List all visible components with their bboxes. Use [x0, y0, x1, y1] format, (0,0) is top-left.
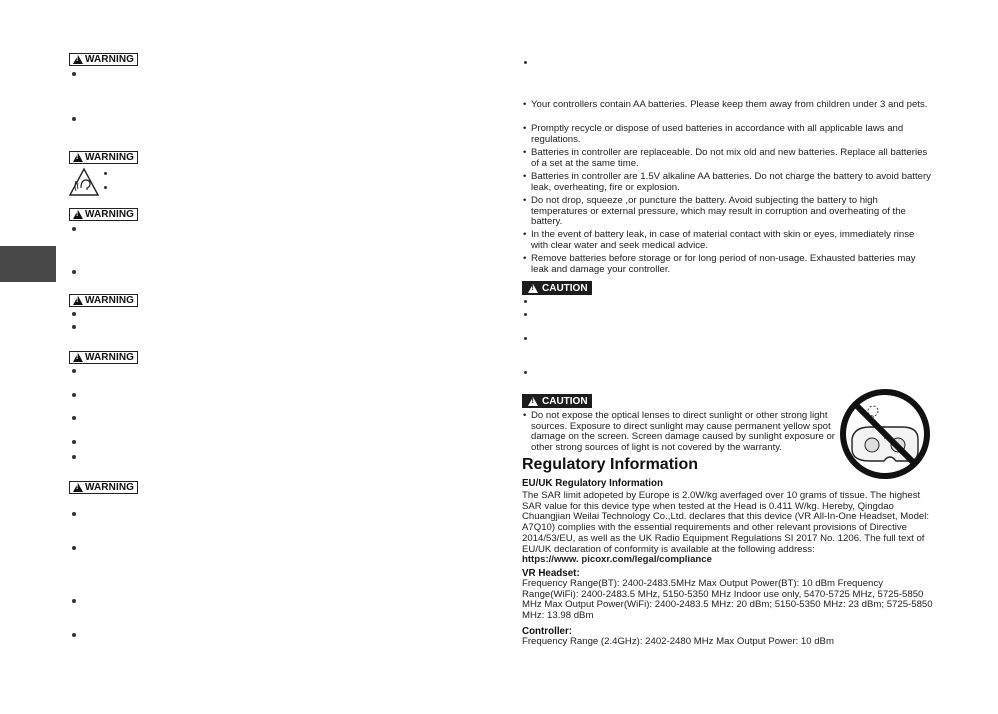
bullet	[72, 416, 76, 420]
bullet	[72, 369, 76, 373]
bullet	[524, 313, 527, 316]
bullet	[72, 599, 76, 603]
bullet	[524, 300, 527, 303]
bullet	[72, 512, 76, 516]
warning-triangle-icon	[73, 353, 83, 362]
bullet	[72, 270, 76, 274]
bullet	[72, 393, 76, 397]
bullet	[524, 337, 527, 340]
warning-triangle-icon	[73, 55, 83, 64]
bullet	[72, 117, 76, 121]
compliance-link[interactable]: https://www. picoxr.com/legal/compliance	[522, 554, 712, 566]
vr-headset-text: Frequency Range(BT): 2400-2483.5MHz Max Output Power(BT): 10 dBm Frequency Range(WiFi): 2400-2483.5 MHz, 5150-5350 MHz Indoor use only, 5470-5725 MHz, 5725-5850 MHz Max Output Power(WiFi): 2400-2483.5 MHz: 20 dBm; 5150-5350 MHz: 23 dBm; 5725-5850 MHz: 13.98 dBm	[522, 578, 933, 622]
battery-item-6: • In the event of battery leak, in case of material contact with skin or eyes, immediately rinse with clear water and seek medical advice.	[523, 229, 915, 251]
bullet	[104, 186, 107, 189]
side-tab	[0, 246, 56, 282]
no-sunlight-icon	[838, 387, 932, 481]
battery-item-5: • Do not drop, squeeze ,or puncture the battery. Avoid subjecting the battery to high temperatures or external pressure, which may result in corruption and overheating of the battery.	[523, 195, 906, 228]
warning-badge-5: ! WARNING	[69, 351, 138, 364]
battery-item-1: • Your controllers contain AA batteries. Please keep them away from children under 3 and pets.	[523, 99, 928, 110]
battery-item-7: • Remove batteries before storage or for long period of non-usage. Exhausted batteries may leak and damage your controller.	[523, 253, 916, 275]
caution-sunlight-text: • Do not expose the optical lenses to direct sunlight or other strong light sources. Exposure to direct sunlight may cause permanent yellow spot damage on the screen. Screen damage caused by sunlight exposure or other strong sources of light is not covered by the warranty.	[523, 410, 835, 454]
bullet	[72, 72, 76, 76]
warning-badge-3: ! WARNING	[69, 208, 138, 221]
bullet	[72, 440, 76, 444]
caution-badge-2: ! CAUTION	[522, 394, 592, 408]
battery-item-4: • Batteries in controller are 1.5V alkaline AA batteries. Do not charge the battery to avoid battery leak, overheating, fire or explosion.	[523, 171, 931, 193]
warning-triangle-icon	[73, 296, 83, 305]
warning-triangle-icon	[73, 483, 83, 492]
warning-badge-2: ! WARNING	[69, 151, 138, 164]
hearing-warning-icon	[69, 168, 99, 196]
controller-heading: Controller:	[522, 626, 573, 637]
bullet	[72, 227, 76, 231]
bullet	[104, 172, 107, 175]
bullet	[72, 633, 76, 637]
caution-badge-1: ! CAUTION	[522, 281, 592, 295]
controller-text: Frequency Range (2.4GHz): 2402-2480 MHz Max Output Power: 10 dBm	[522, 636, 834, 647]
battery-item-2: • Promptly recycle or dispose of used batteries in accordance with all applicable laws and regulations.	[523, 123, 904, 145]
warning-badge-4: ! WARNING	[69, 294, 138, 307]
bullet	[524, 61, 527, 64]
bullet	[72, 546, 76, 550]
eu-uk-text: The SAR limit adopeted by Europe is 2.0W/kg averfaged over 10 grams of tissue. The highest SAR value for this device type when tested at the Head is 0.411 W/kg. Hereby, Qingdao Chuangjian Weilai Technology Co.,Ltd. declares that this device (VR All-In-One Headset, Model: A7Q10) complies with the essential requirements and other relevant provisions of Directive 2014/53/EU, as well as the UK Radio Equipment Regulations SI 2017 No. 1206. The full text of EU/UK declaration of conformity is available at the following address: https://www. picoxr.com/legal/compliance	[522, 491, 934, 566]
bullet	[72, 455, 76, 459]
vr-headset-heading: VR Headset:	[522, 568, 580, 579]
eu-uk-heading: EU/UK Regulatory Information	[522, 478, 663, 489]
bullet	[524, 371, 527, 374]
battery-item-3: • Batteries in controller are replaceable. Do not mix old and new batteries. Replace all batteries of a set at the same time.	[523, 147, 928, 169]
caution-triangle-icon	[528, 284, 538, 293]
regulatory-heading: Regulatory Information	[522, 456, 699, 473]
warning-triangle-icon	[73, 210, 83, 219]
caution-triangle-icon	[528, 397, 538, 406]
bullet	[72, 312, 76, 316]
bullet	[72, 325, 76, 329]
warning-triangle-icon	[73, 153, 83, 162]
warning-badge-1: ! WARNING	[69, 53, 138, 66]
warning-badge-6: ! WARNING	[69, 481, 138, 494]
